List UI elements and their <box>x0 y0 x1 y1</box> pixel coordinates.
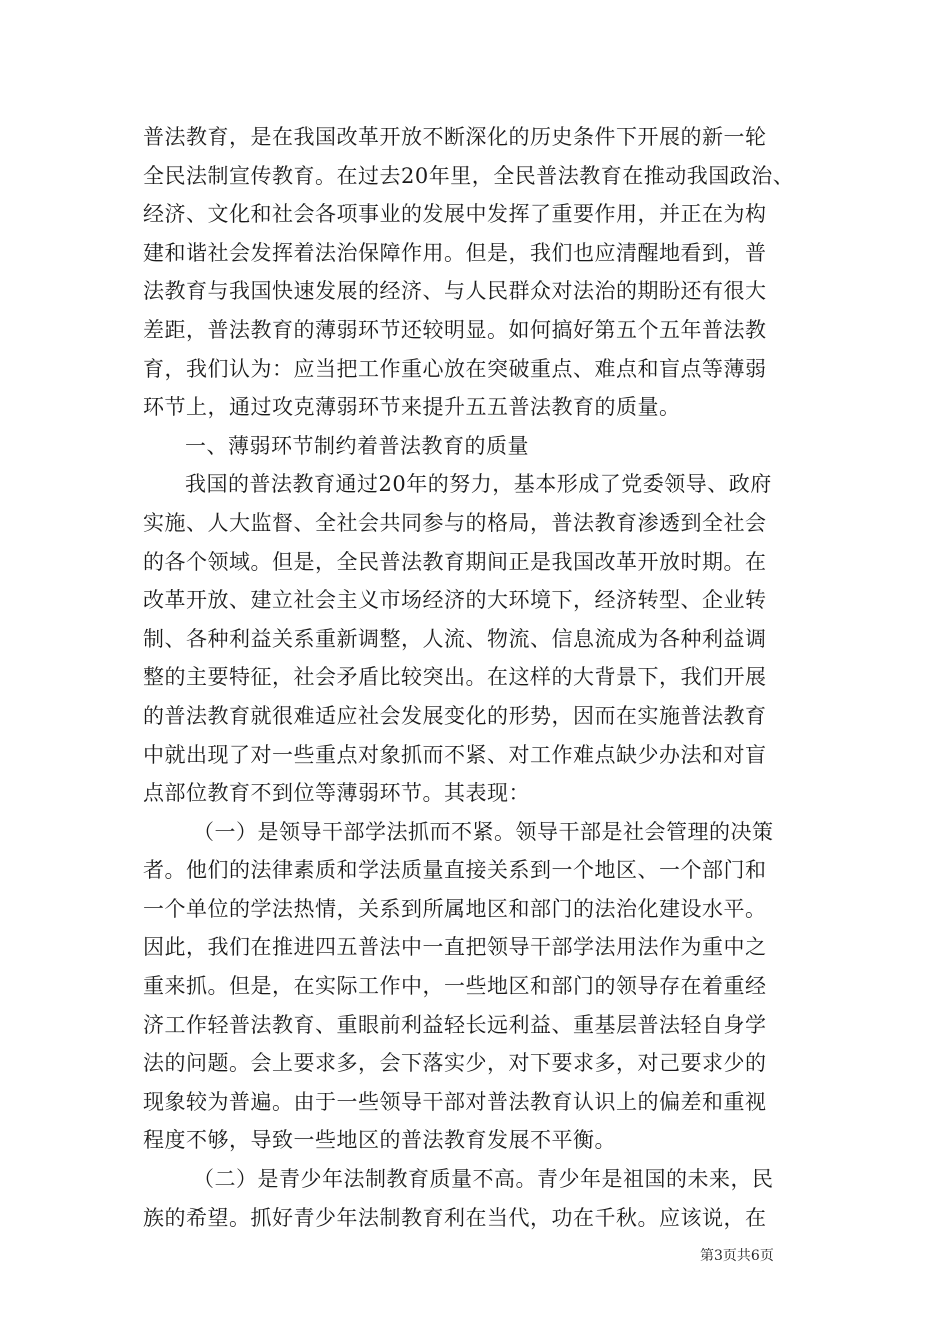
text-line: 程度不够，导致一些地区的普法教育发展不平衡。 <box>143 1128 616 1153</box>
text-line: 中就出现了对一些重点对象抓而不紧、对工作难点缺少办法和对盲 <box>143 742 767 767</box>
document-body <box>143 118 807 1237</box>
text-line: 我国的普法教育通过20年的努力，基本形成了党委领导、政府 <box>185 472 772 497</box>
text-line: 济工作轻普法教育、重眼前利益轻长远利益、重基层普法轻自身学 <box>143 1012 767 1037</box>
text-line: 改革开放、建立社会主义市场经济的大环境下，经济转型、企业转 <box>143 588 767 613</box>
text-line: 经济、文化和社会各项事业的发展中发挥了重要作用，并正在为构 <box>143 202 767 227</box>
text-line: 法教育与我国快速发展的经济、与人民群众对法治的期盼还有很大 <box>143 279 767 304</box>
text-line: 建和谐社会发挥着法治保障作用。但是，我们也应清醒地看到，普 <box>143 240 767 265</box>
text-line: 育，我们认为：应当把工作重心放在突破重点、难点和盲点等薄弱 <box>143 356 767 381</box>
text-line: 全民法制宣传教育。在过去20年里，全民普法教育在推动我国政治、 <box>143 163 795 188</box>
text-line: 法的问题。会上要求多，会下落实少，对下要求多，对己要求少的 <box>143 1051 767 1076</box>
text-line: 族的希望。抓好青少年法制教育利在当代，功在千秋。应该说，在 <box>143 1205 767 1230</box>
text-line: 环节上，通过攻克薄弱环节来提升五五普法教育的质量。 <box>143 395 681 420</box>
text-line: 的各个领域。但是，全民普法教育期间正是我国改革开放时期。在 <box>143 549 767 574</box>
section-heading: 一、薄弱环节制约着普法教育的质量 <box>185 433 529 458</box>
text-line: 现象较为普遍。由于一些领导干部对普法教育认识上的偏差和重视 <box>143 1089 767 1114</box>
text-line: 普法教育，是在我国改革开放不断深化的历史条件下开展的新一轮 <box>143 125 767 149</box>
text-line: 制、各种利益关系重新调整，人流、物流、信息流成为各种利益调 <box>143 626 767 651</box>
page-number: 第3页共6页 <box>700 1248 774 1264</box>
text-line: 因此，我们在推进四五普法中一直把领导干部学法用法作为重中之 <box>143 935 767 960</box>
text-line: 重来抓。但是，在实际工作中，一些地区和部门的领导存在着重经 <box>143 974 767 999</box>
text-line: 一个单位的学法热情，关系到所属地区和部门的法治化建设水平。 <box>143 896 767 921</box>
text-line: 整的主要特征，社会矛盾比较突出。在这样的大背景下，我们开展 <box>143 665 767 690</box>
text-line: 的普法教育就很难适应社会发展变化的形势，因而在实施普法教育 <box>143 703 767 728</box>
text-line: 实施、人大监督、全社会共同参与的格局，普法教育渗透到全社会 <box>143 510 767 535</box>
text-line: 者。他们的法律素质和学法质量直接关系到一个地区、一个部门和 <box>143 858 767 883</box>
subsection-start: （二）是青少年法制教育质量不高。青少年是祖国的未来，民 <box>193 1167 774 1192</box>
text-line: 差距，普法教育的薄弱环节还较明显。如何搞好第五个五年普法教 <box>143 317 767 342</box>
text-line: 点部位教育不到位等薄弱环节。其表现： <box>143 781 530 806</box>
subsection-start: （一）是领导干部学法抓而不紧。领导干部是社会管理的决策 <box>193 819 774 844</box>
